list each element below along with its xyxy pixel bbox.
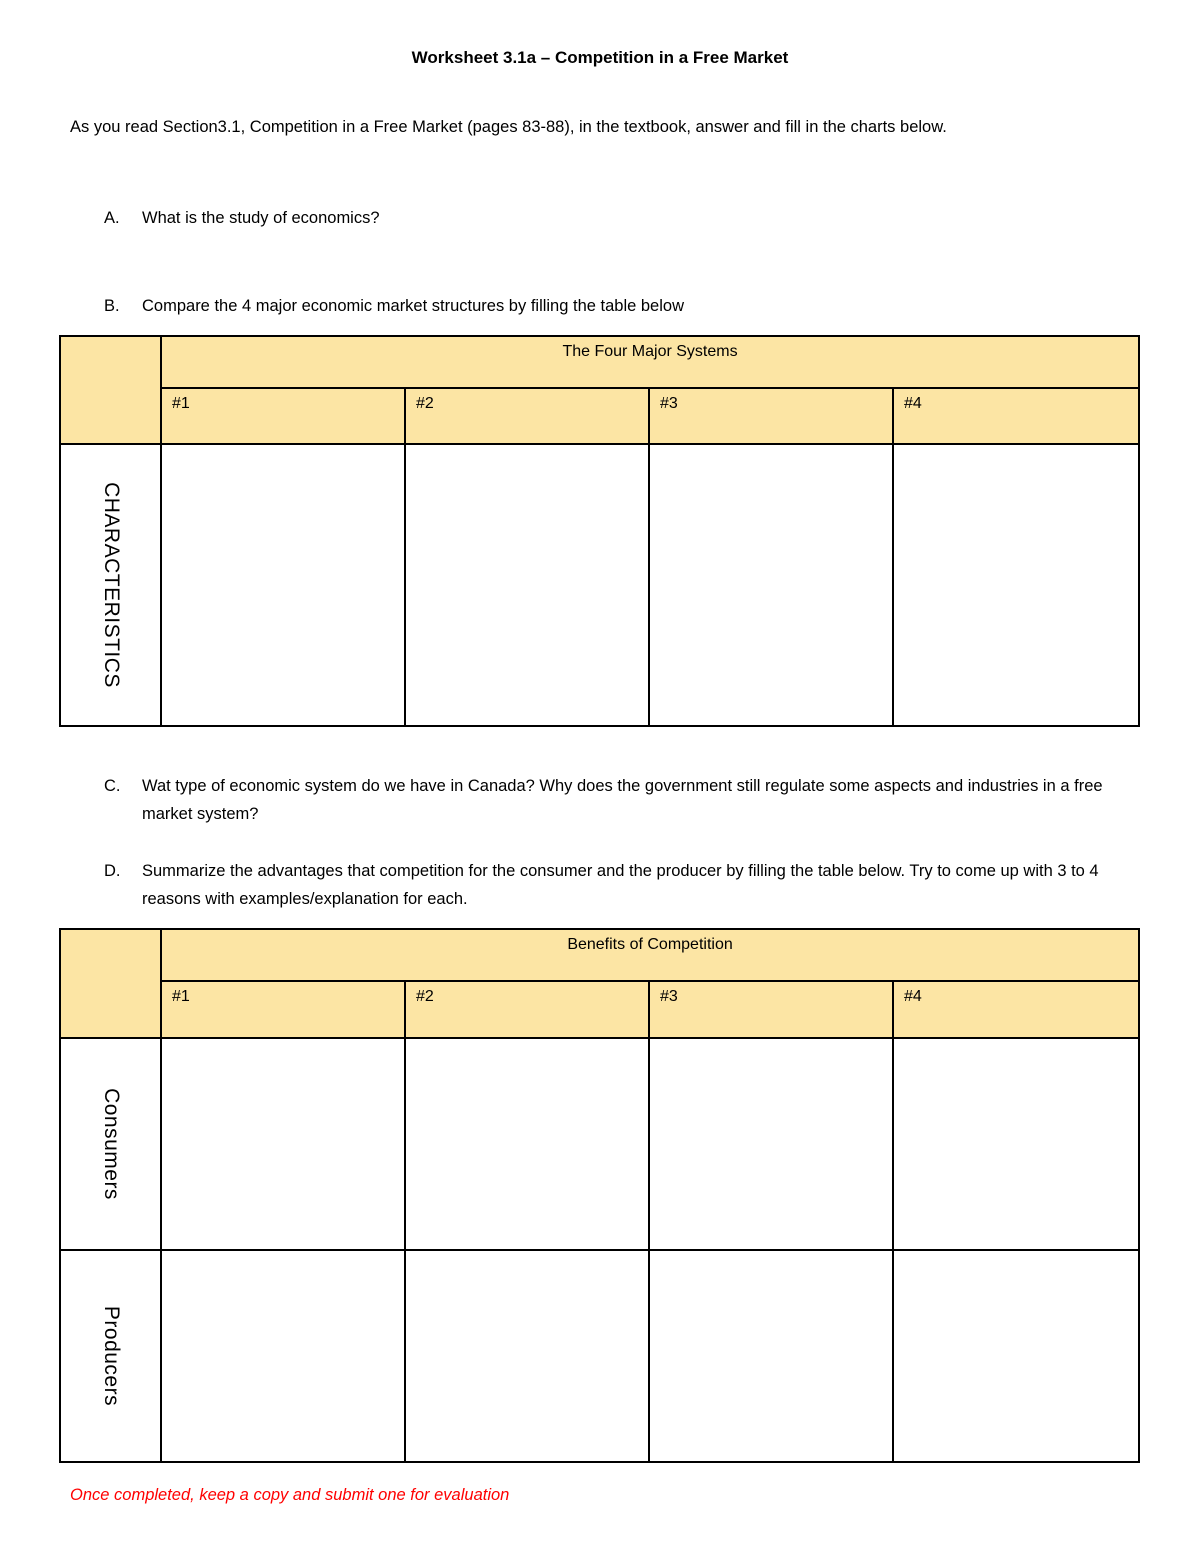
question-b-letter: B. bbox=[104, 297, 120, 315]
worksheet-title: Worksheet 3.1a – Competition in a Free Market bbox=[411, 48, 789, 67]
question-c bbox=[104, 772, 1134, 828]
table1-answer-cell-1[interactable] bbox=[161, 444, 405, 726]
consumers-answer-cell-3[interactable] bbox=[649, 1038, 893, 1250]
question-d-text: Summarize the advantages that competition for the consumer and the producer by filling the table below. Try to come up with 3 to 4 reasons with examples/explanation for each. bbox=[142, 862, 1099, 908]
table2-col-4: #4 bbox=[893, 981, 1139, 1038]
characteristics-label: CHARACTERISTICS bbox=[99, 482, 123, 688]
consumers-label: Consumers bbox=[99, 1088, 123, 1200]
table1-answer-cell-4[interactable] bbox=[893, 444, 1139, 726]
table1-col-2: #2 bbox=[405, 388, 649, 444]
question-c-letter: C. bbox=[104, 777, 121, 795]
table2-row-consumers bbox=[60, 1038, 161, 1250]
submission-note: Once completed, keep a copy and submit one for evaluation bbox=[70, 1486, 510, 1504]
table2-col-1: #1 bbox=[161, 981, 405, 1038]
producers-answer-cell-4[interactable] bbox=[893, 1250, 1139, 1462]
question-a-text: What is the study of economics? bbox=[142, 209, 380, 227]
table2-header: Benefits of Competition bbox=[161, 929, 1139, 981]
benefits-of-competition-table bbox=[59, 928, 1140, 1463]
producers-answer-cell-2[interactable] bbox=[405, 1250, 649, 1462]
question-b bbox=[104, 292, 1134, 320]
table1-answer-cell-2[interactable] bbox=[405, 444, 649, 726]
question-a bbox=[104, 204, 1134, 232]
question-a-letter: A. bbox=[104, 209, 120, 227]
instructions: As you read Section3.1, Competition in a Free Market (pages 83-88), in the textbook, answer and fill in the charts below. bbox=[70, 118, 947, 136]
table1-header: The Four Major Systems bbox=[161, 336, 1139, 388]
producers-answer-cell-3[interactable] bbox=[649, 1250, 893, 1462]
market-structures-table bbox=[59, 335, 1140, 727]
table1-corner-cell bbox=[60, 336, 161, 444]
table2-corner-cell bbox=[60, 929, 161, 1038]
table2-row-producers bbox=[60, 1250, 161, 1462]
table1-col-3: #3 bbox=[649, 388, 893, 444]
question-d bbox=[104, 857, 1134, 913]
question-d-letter: D. bbox=[104, 862, 121, 880]
table1-col-4: #4 bbox=[893, 388, 1139, 444]
table1-col-1: #1 bbox=[161, 388, 405, 444]
table2-col-2: #2 bbox=[405, 981, 649, 1038]
consumers-answer-cell-4[interactable] bbox=[893, 1038, 1139, 1250]
producers-label: Producers bbox=[99, 1305, 123, 1407]
table1-answer-cell-3[interactable] bbox=[649, 444, 893, 726]
producers-answer-cell-1[interactable] bbox=[161, 1250, 405, 1462]
question-c-text: Wat type of economic system do we have in Canada? Why does the government still regulate some aspects and industries in a free market system? bbox=[142, 777, 1103, 823]
consumers-answer-cell-1[interactable] bbox=[161, 1038, 405, 1250]
question-b-text: Compare the 4 major economic market structures by filling the table below bbox=[142, 297, 684, 315]
table2-col-3: #3 bbox=[649, 981, 893, 1038]
table1-row-label bbox=[60, 444, 161, 726]
consumers-answer-cell-2[interactable] bbox=[405, 1038, 649, 1250]
